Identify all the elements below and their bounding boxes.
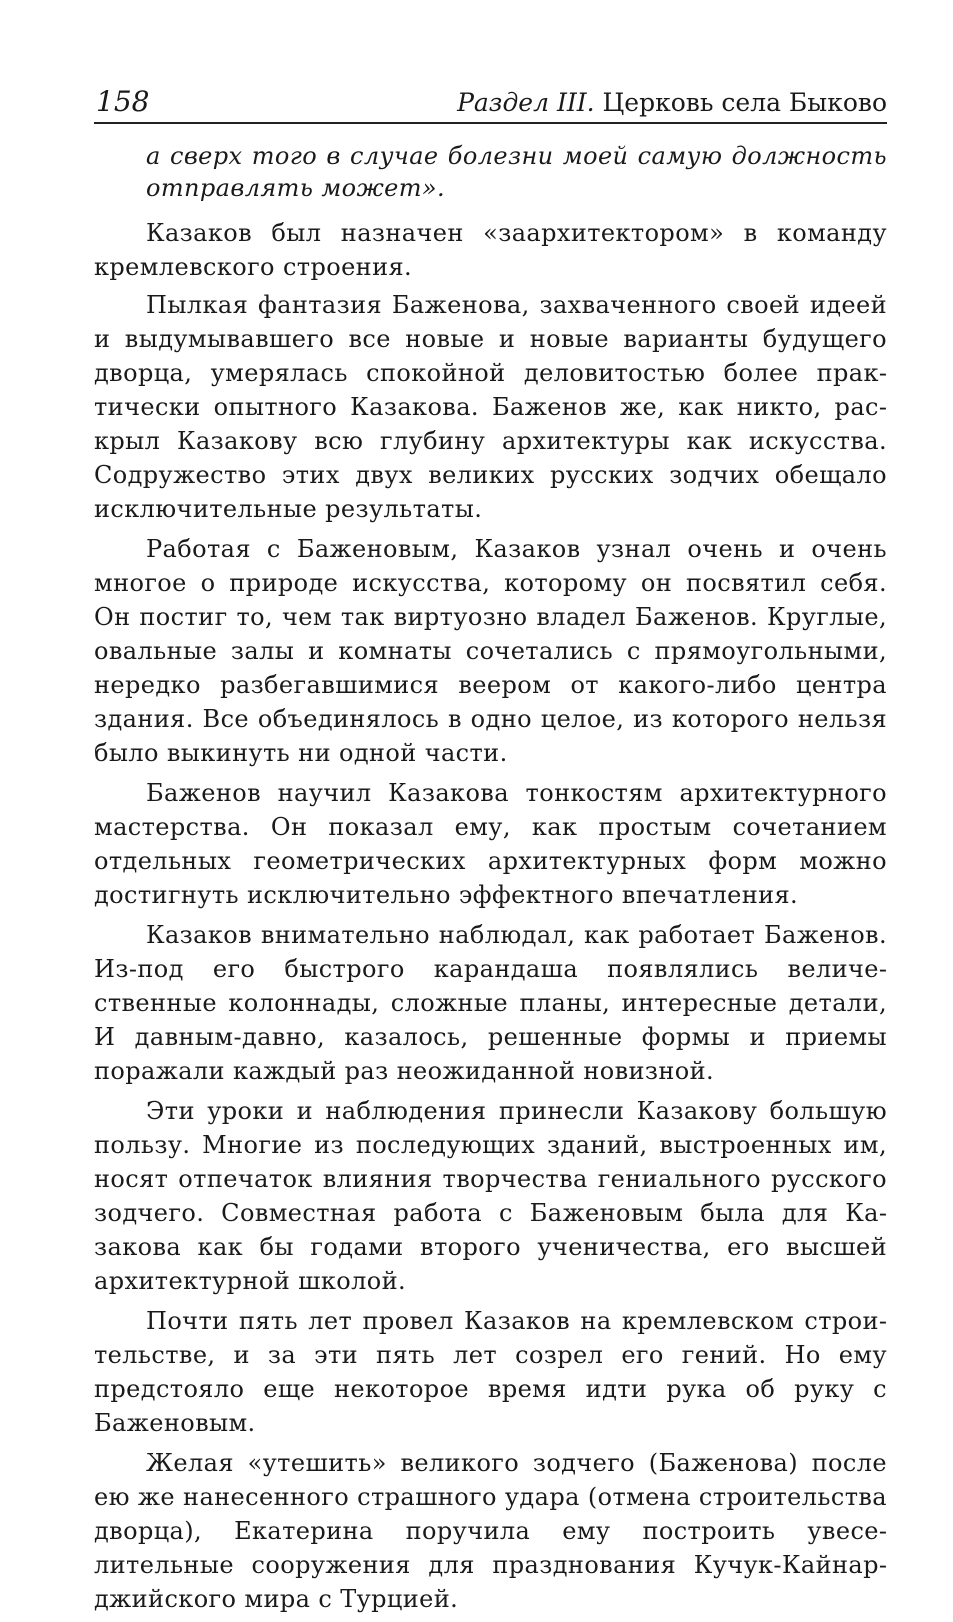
section-heading bbox=[457, 88, 887, 118]
paragraph-3: Работая с Баженовым, Казаков узнал очень и очень многое о природе искусства, которому он посвятил себя. Он постиг то, чем так виртуозно владел Баженов. Круглые, овальные залы и комнаты сочетались с прямоугольными, нередко разбегавшимися веером от какого-либо центра здания. Все объединялось в одно целое, из которого нельзя было выкинуть ни одной части. bbox=[94, 535, 887, 767]
quote-continuation: а сверх того в случае болезни моей самую должность отправлять может». bbox=[146, 142, 887, 202]
page-number: 158 bbox=[96, 85, 150, 118]
running-header bbox=[94, 84, 887, 124]
paragraph-2: Пылкая фантазия Баженова, захваченного своей идеей и выдумывавшего все новые и новые варианты будущего дворца, умерялась спокойной деловитостью более практически опытного Казакова. Баженов же, как никто, раскрыл Казакову всю глубину архитектуры как искусства. Содружество этих двух великих русских зодчих обещало исключительные результаты. bbox=[94, 291, 887, 523]
paragraph-8: Желая «утешить» великого зодчего (Баженова) после ею же нанесенного страшного удара (отмена строительства дворца), Екатерина поручила ему построить увеселительные сооружения для празднования Кучук-Кайнарджийского мира с Турцией. bbox=[94, 1449, 887, 1613]
paragraph-7: Почти пять лет провел Казаков на кремлевском строительстве, и за эти пять лет созрел его гений. Но ему предстояло еще некоторое время идти рука об руку с Баженовым. bbox=[94, 1307, 887, 1437]
paragraph-6: Эти уроки и наблюдения принесли Казакову большую пользу. Многие из последующих зданий, выстроенных им, носят отпечаток влияния творчества гениального русского зодчего. Совместная работа с Баженовым была для Казакова как бы годами второго ученичества, его высшей архитектурной школой. bbox=[94, 1097, 887, 1295]
paragraph-4: Баженов научил Казакова тонкостям архитектурного мастерства. Он показал ему, как простым сочетанием отдельных геометрических архитектурных форм можно достигнуть исключительно эффектного впечатления. bbox=[94, 779, 887, 909]
paragraph-1: Казаков был назначен «заархитектором» в команду кремлевского строения. bbox=[94, 219, 887, 281]
section-label: Раздел III. bbox=[457, 88, 595, 117]
body-text bbox=[94, 140, 887, 1622]
section-title: Церковь села Быково bbox=[602, 88, 887, 117]
paragraph-5: Казаков внимательно наблюдал, как работает Баженов. Из-под его быстрого карандаша появлялись величественные колоннады, сложные планы, интересные детали, И давным-давно, казалось, решенные формы и приемы поражали каждый раз неожиданной новизной. bbox=[94, 921, 887, 1085]
